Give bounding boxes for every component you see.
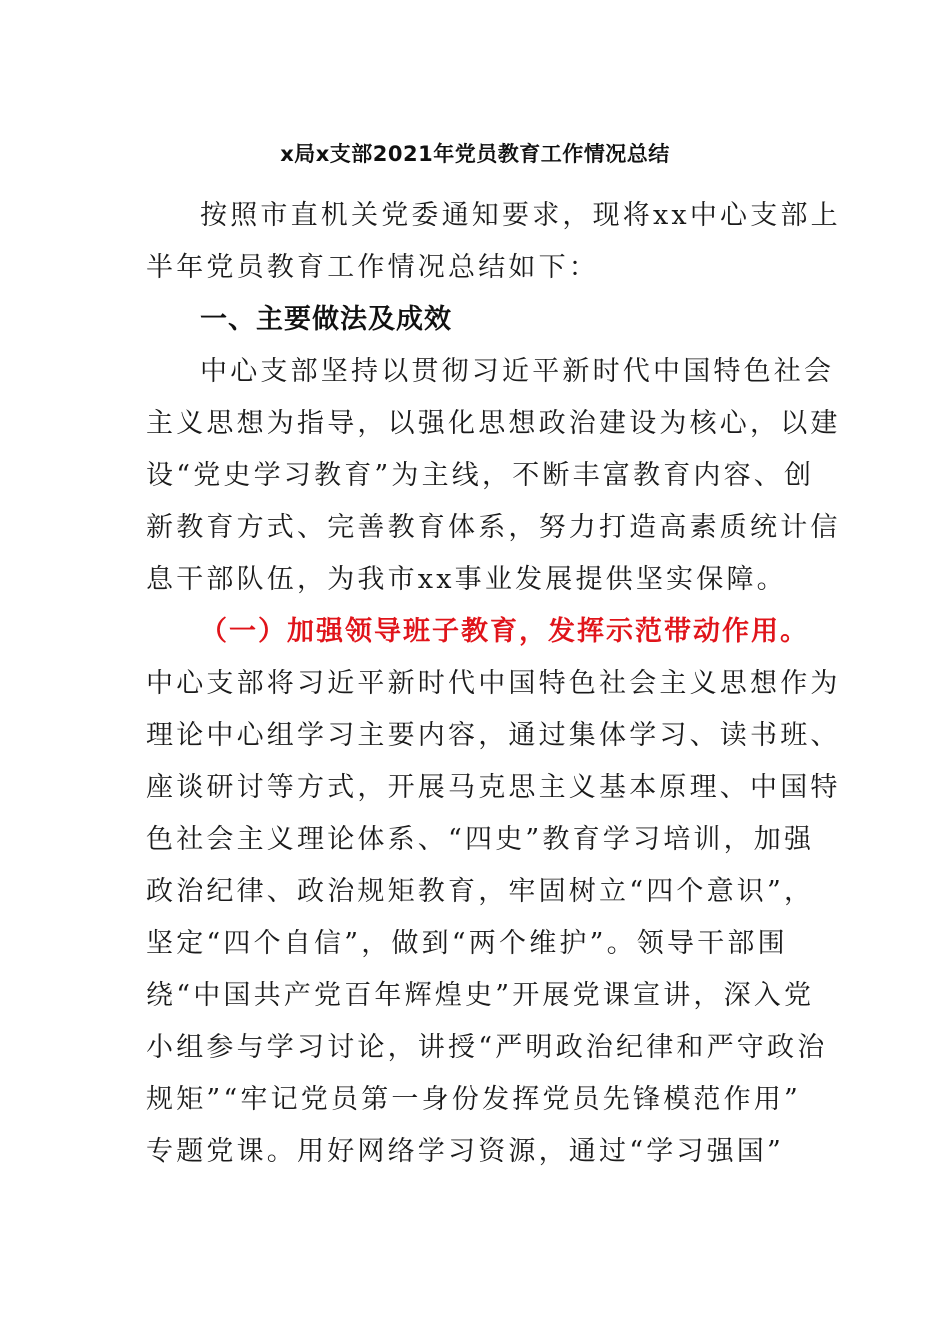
- paragraph-line: 绕“中国共产党百年辉煌史”开展党课宣讲，深入党: [146, 980, 815, 1011]
- paragraph-line: 主义思想为指导，以强化思想政治建设为核心，以建: [146, 408, 841, 439]
- paragraph-line: 坚定“四个自信”，做到“两个维护”。领导干部围: [146, 928, 788, 959]
- paragraph-line: 理论中心组学习主要内容，通过集体学习、读书班、: [146, 720, 841, 751]
- paragraph-line: 中心支部坚持以贯彻习近平新时代中国特色社会: [200, 356, 835, 387]
- intro-line: 半年党员教育工作情况总结如下：: [146, 252, 599, 283]
- paragraph-line: 新教育方式、完善教育体系，努力打造高素质统计信: [146, 512, 841, 543]
- paragraph-line: 座谈研讨等方式，开展马克思主义基本原理、中国特: [146, 772, 841, 803]
- paragraph-line: 设“党史学习教育”为主线，不断丰富教育内容、创: [146, 460, 815, 491]
- document-title: x局x支部2021年党员教育工作情况总结: [280, 142, 670, 166]
- paragraph-line: 规矩”“牢记党员第一身份发挥党员先锋模范作用”: [146, 1084, 802, 1115]
- section-heading: 一、主要做法及成效: [200, 304, 452, 335]
- document-body: [146, 190, 841, 1178]
- paragraph-line: 色社会主义理论体系、“四史”教育学习培训，加强: [146, 824, 815, 855]
- paragraph-line: 专题党课。用好网络学习资源，通过“学习强国”: [146, 1136, 785, 1167]
- paragraph-line: 中心支部将习近平新时代中国特色社会主义思想作为: [146, 668, 841, 699]
- subsection-heading: （一）加强领导班子教育，发挥示范带动作用。: [200, 616, 809, 647]
- paragraph-line: 政治纪律、政治规矩教育，牢固树立“四个意识”，: [146, 876, 815, 907]
- paragraph-line: 小组参与学习讨论，讲授“严明政治纪律和严守政治: [146, 1032, 828, 1063]
- paragraph-line: 息干部队伍，为我市xx事业发展提供坚实保障。: [146, 564, 787, 595]
- intro-line: 按照市直机关党委通知要求，现将xx中心支部上: [200, 200, 841, 231]
